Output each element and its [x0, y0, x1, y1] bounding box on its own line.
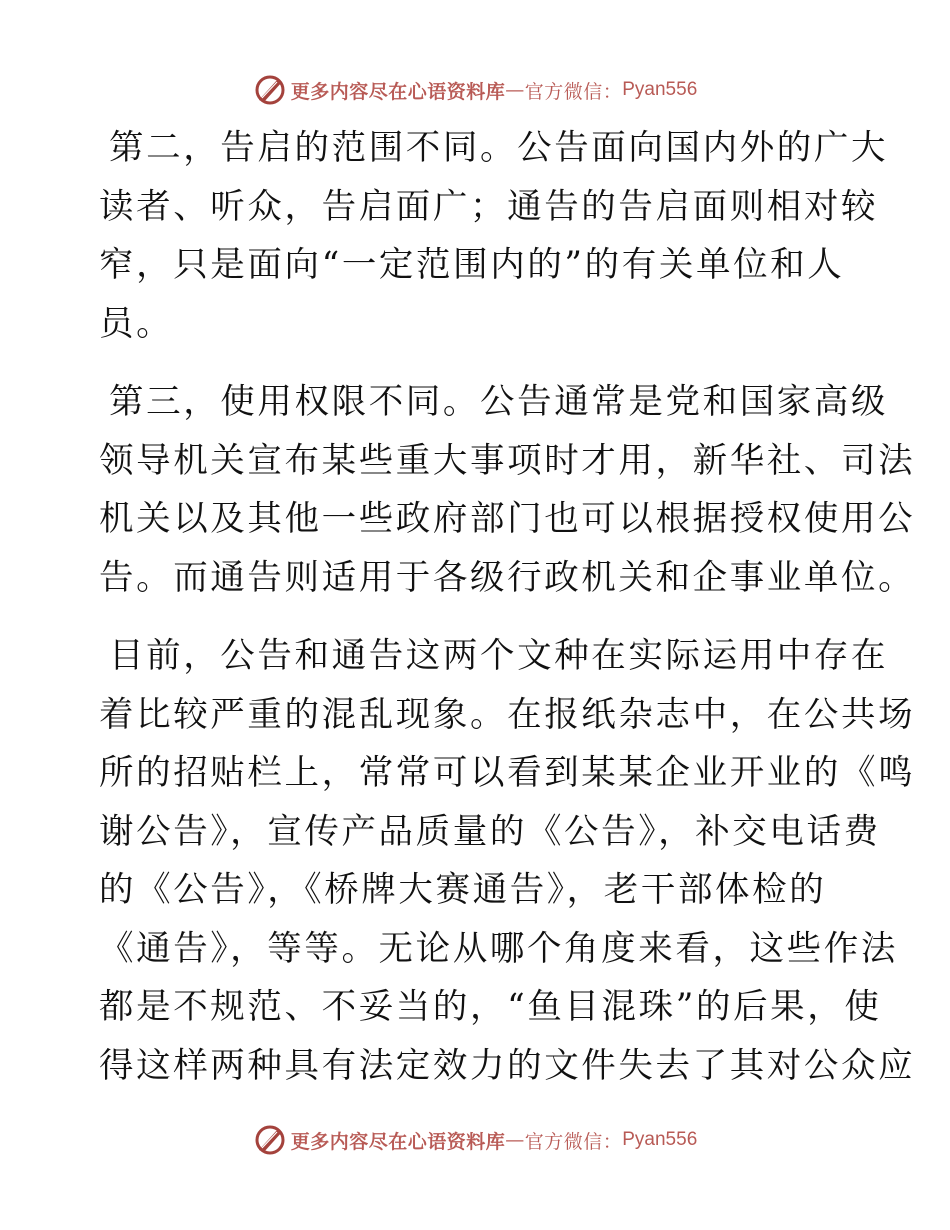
quill-logo-icon — [253, 73, 287, 107]
watermark-text: 更多内容尽在心语资料库 — [290, 80, 506, 103]
text-line: 第二，告启的范围不同。公告面向国内外的广大 — [109, 128, 889, 168]
footer-watermark — [0, 1120, 950, 1160]
text-line: 着比较严重的混乱现象。在报纸杂志中，在公共场 — [99, 694, 916, 735]
text-line: 谢公告》，宣传产品质量的《公告》，补交电话费 — [99, 811, 881, 852]
text-line: 读者、听众，告启面广；通告的告启面则相对较 — [99, 186, 879, 227]
watermark-dash: — — [505, 1129, 525, 1151]
text-line: 领导机关宣布某些重大事项时才用，新华社、司法 — [99, 440, 916, 481]
text-line: 得这样两种具有法定效力的文件失去了其对公众应 — [99, 1045, 916, 1086]
watermark-text: 更多内容尽在心语资料库 — [290, 1130, 506, 1153]
watermark-dash: — — [505, 79, 525, 101]
watermark-wechat-label: 官方微信： — [524, 1130, 623, 1153]
text-line: 都是不规范、不妥当的，“鱼目混珠”的后果，使 — [99, 987, 882, 1027]
paragraph-scope — [99, 119, 889, 353]
text-line: 窄，只是面向“一定范围内的”的有关单位和人 — [99, 245, 845, 285]
watermark-wechat-id: Pyan556 — [622, 79, 698, 100]
text-line: 目前，公告和通告这两个文种在实际运用中存在 — [109, 636, 889, 676]
header-watermark — [0, 70, 950, 110]
document-body — [99, 119, 916, 1095]
paragraph-authority — [99, 373, 916, 607]
watermark-wechat-label: 官方微信： — [524, 80, 623, 103]
paragraph-current-issues — [99, 627, 916, 1095]
quill-logo-icon — [253, 1123, 287, 1157]
text-line: 员。 — [99, 303, 174, 344]
watermark-wechat-id: Pyan556 — [622, 1129, 698, 1150]
text-line: 所的招贴栏上，常常可以看到某某企业开业的《鸣 — [99, 753, 916, 793]
text-line: 机关以及其他一些政府部门也可以根据授权使用公 — [99, 499, 916, 539]
text-line: 《通告》，等等。无论从哪个角度来看，这些作法 — [99, 928, 898, 969]
text-line: 的《公告》，《桥牌大赛通告》，老干部体检的 — [99, 870, 827, 910]
text-line: 告。而通告则适用于各级行政机关和企事业单位。 — [99, 557, 916, 598]
text-line: 第三，使用权限不同。公告通常是党和国家高级 — [109, 382, 889, 422]
